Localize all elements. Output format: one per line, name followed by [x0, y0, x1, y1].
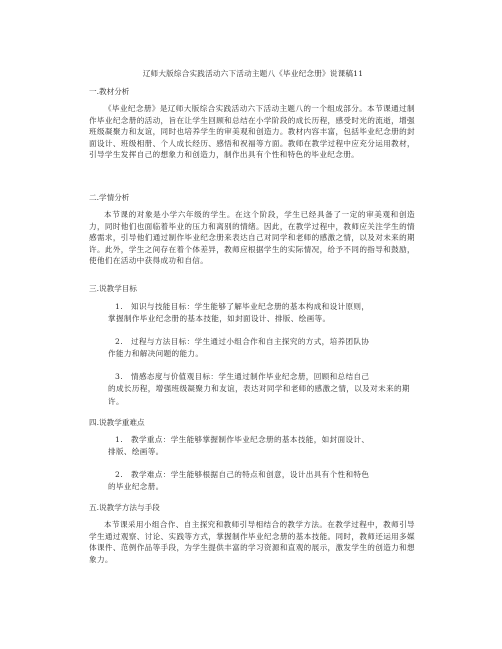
- list-item: [89, 371, 415, 408]
- list-item-continuation: 排版、绘画等。: [108, 447, 164, 457]
- section-heading-2: 二.学情分析: [89, 193, 130, 202]
- list-item: [89, 336, 415, 361]
- list-item-text: 教学重点：学生能够掌握制作毕业纪念册的基本技能，如封面设计、: [131, 435, 370, 444]
- list-item-number: 2.: [115, 470, 123, 479]
- list-item-continuation: 作能力和解决问题的能力。: [108, 349, 204, 359]
- section-paragraph-1: 《毕业纪念册》是辽师大版综合实践活动六下活动主题八的一个组成部分。本节课通过制作毕业纪念册的活动，旨在让学生回顾和总结在小学阶段的成长历程，感受时光的流逝，增强班级凝聚力和友谊，同时也培养学生的审美观和创造力。教材内容丰富，包括毕业纪念册的封面设计、班级相册、个人成长经历、感悟和祝福等方面。教师在教学过程中应充分运用教材，引导学生发挥自己的想象力和创造力，制作出具有个性和特色的毕业纪念册。: [89, 104, 415, 160]
- section-heading-4: 四.说教学重难点: [89, 418, 145, 427]
- list-item: [89, 434, 415, 459]
- list-item-number: 1.: [115, 435, 123, 444]
- list-item-text: 过程与方法目标：学生通过小组合作和自主探究的方式，培养团队协: [131, 337, 370, 346]
- list-item: [89, 301, 415, 326]
- section-paragraph-2: 本节课的对象是小学六年级的学生。在这个阶段，学生已经具备了一定的审美观和创造力，同时他们也面临着毕业的压力和离别的情绪。因此，在教学过程中，教师应关注学生的情感需求，引导他们通过制作毕业纪念册来表达自己对同学和老师的感激之情，以及对未来的期许。此外，学生之间存在着个体差异，教师应根据学生的实际情况，给予不同的指导和鼓励，使他们在活动中获得成功和自信。: [89, 210, 415, 266]
- list-item-continuation: 掌握制作毕业纪念册的基本技能，如封面设计、排版、绘画等。: [108, 314, 331, 324]
- section-heading-3: 三.说教学目标: [89, 284, 137, 293]
- list-item-continuation: 的毕业纪念册。: [108, 482, 164, 492]
- list-item-continuation: 的成长历程，增强班级凝聚力和友谊，表达对同学和老师的感激之情，以及对未来的期许。: [108, 384, 410, 406]
- list-item-text: 知识与技能目标：学生能够了解毕业纪念册的基本构成和设计原则，: [131, 302, 370, 311]
- list-item: [89, 469, 415, 494]
- list-item-number: 1.: [115, 302, 123, 311]
- list-item-number: 3.: [115, 372, 123, 381]
- section-paragraph-5: 本节课采用小组合作、自主探究和教师引导相结合的教学方法。在教学过程中，教师引导学生通过观察、讨论、实践等方式，掌握制作毕业纪念册的基本技能。同时，教师还运用多媒体课件、范例作品等手段，为学生提供丰富的学习资源和直观的展示，激发学生的创造力和想象力。: [89, 520, 415, 564]
- section-heading-1: 一.教材分析: [89, 87, 130, 96]
- document-title: 辽师大版综合实践活动六下活动主题八《毕业纪念册》说课稿11: [142, 69, 364, 78]
- list-item-number: 2.: [115, 337, 123, 346]
- list-item-text: 情感态度与价值观目标：学生通过制作毕业纪念册，回顾和总结自己: [131, 372, 370, 381]
- list-item-text: 教学难点：学生能够根据自己的特点和创意，设计出具有个性和特色: [131, 470, 370, 479]
- section-heading-5: 五.说教学方法与手段: [89, 503, 160, 512]
